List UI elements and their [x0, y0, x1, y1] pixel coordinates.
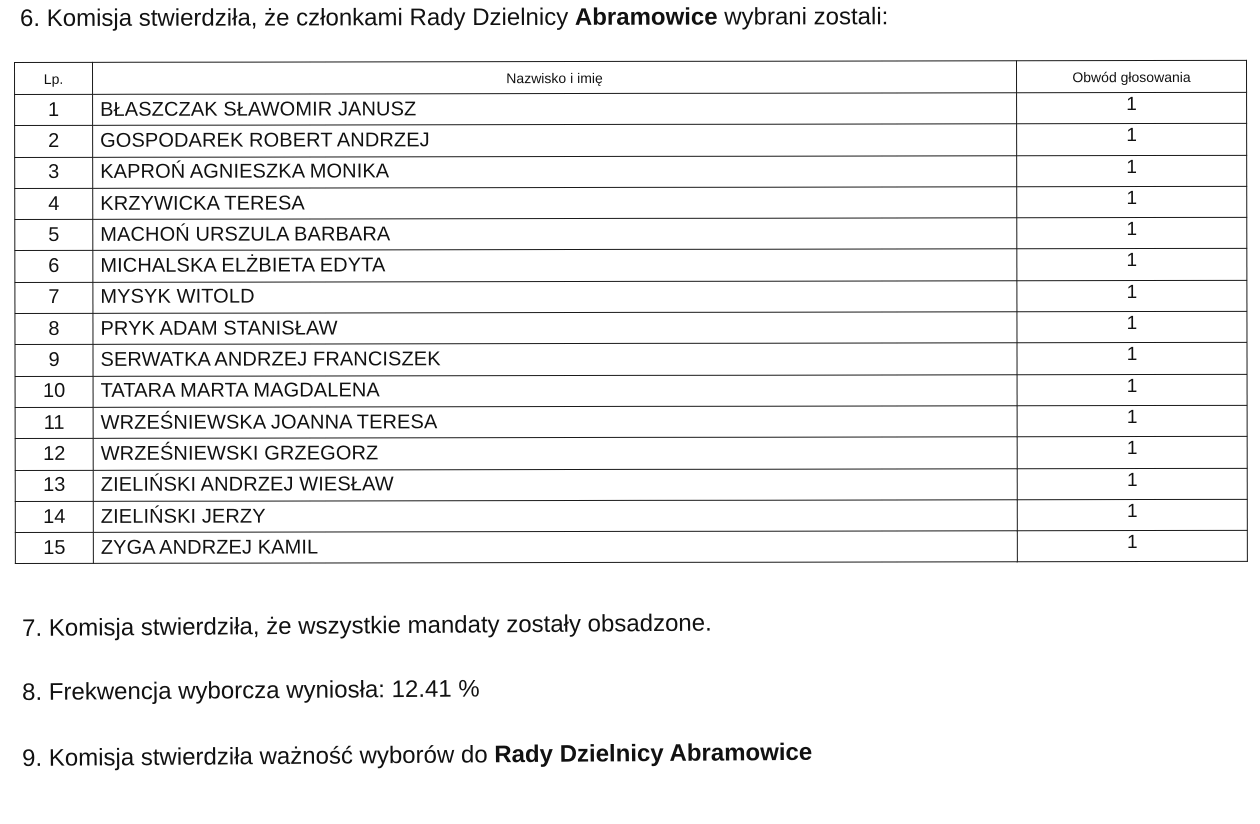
row-district: 1 [1017, 311, 1247, 343]
row-lp: 11 [15, 407, 93, 438]
row-district: 1 [1017, 405, 1247, 437]
row-name: SERWATKA ANDRZEJ FRANCISZEK [93, 343, 1017, 376]
members-table [14, 60, 1248, 565]
row-name: MICHALSKA ELŻBIETA EDYTA [93, 249, 1017, 282]
table-row [15, 280, 1247, 313]
table-row [15, 155, 1247, 188]
row-lp: 14 [15, 501, 93, 532]
table-row [15, 311, 1247, 344]
section-8-turnout: 8. Frekwencja wyborcza wyniosła: 12.41 % [22, 675, 480, 706]
row-lp: 6 [15, 251, 93, 282]
row-district: 1 [1017, 218, 1247, 250]
row-lp: 7 [15, 282, 93, 313]
table-row [15, 499, 1247, 532]
row-lp: 1 [15, 94, 93, 125]
row-district: 1 [1017, 468, 1247, 500]
section-7-text: 7. Komisja stwierdziła, że wszystkie mandaty zostały obsadzone. [22, 609, 712, 642]
row-name: WRZEŚNIEWSKI GRZEGORZ [93, 437, 1017, 470]
row-lp: 13 [15, 470, 93, 501]
row-district: 1 [1017, 374, 1247, 406]
table-row [15, 92, 1247, 125]
row-name: GOSPODAREK ROBERT ANDRZEJ [93, 124, 1017, 157]
row-name: WRZEŚNIEWSKA JOANNA TERESA [93, 406, 1017, 439]
row-district: 1 [1017, 499, 1247, 531]
header-lp: Lp. [15, 62, 93, 94]
table-header-row [15, 60, 1247, 94]
district-name: Abramowice [574, 3, 718, 31]
section-9-text [22, 738, 812, 774]
header-district: Obwód głosowania [1016, 60, 1246, 92]
table-row [15, 405, 1247, 438]
table-row [15, 218, 1247, 251]
table-row [15, 374, 1247, 407]
table-body [15, 92, 1248, 564]
row-name: TATARA MARTA MAGDALENA [93, 374, 1017, 407]
section-6-heading [20, 2, 888, 34]
section-6-suffix: wybrani zostali: [717, 3, 889, 31]
row-lp: 10 [15, 376, 93, 407]
table-row [15, 124, 1247, 157]
row-lp: 12 [15, 439, 93, 470]
row-name: ZIELIŃSKI ANDRZEJ WIESŁAW [93, 468, 1017, 501]
table-row [15, 531, 1247, 564]
row-district: 1 [1017, 531, 1247, 563]
row-lp: 8 [15, 313, 93, 344]
section-9-prefix: 9. Komisja stwierdziła ważność wyborów do [22, 741, 495, 772]
row-district: 1 [1017, 249, 1247, 281]
members-table-container [14, 60, 1247, 565]
table-row [15, 249, 1247, 282]
row-name: ZYGA ANDRZEJ KAMIL [93, 531, 1017, 564]
table-row [15, 186, 1247, 219]
table-row [15, 343, 1247, 376]
row-district: 1 [1017, 92, 1247, 124]
row-lp: 3 [15, 157, 93, 188]
row-name: MACHOŃ URSZULA BARBARA [93, 218, 1017, 251]
row-name: KAPROŃ AGNIESZKA MONIKA [93, 155, 1017, 188]
section-9-council-name: Rady Dzielnicy Abramowice [494, 738, 813, 769]
row-district: 1 [1017, 124, 1247, 156]
row-lp: 2 [15, 126, 93, 157]
row-name: BŁASZCZAK SŁAWOMIR JANUSZ [93, 93, 1017, 126]
row-name: ZIELIŃSKI JERZY [93, 500, 1017, 533]
row-name: MYSYK WITOLD [93, 281, 1017, 314]
header-name: Nazwisko i imię [93, 61, 1017, 95]
row-lp: 4 [15, 188, 93, 219]
row-district: 1 [1017, 280, 1247, 312]
row-district: 1 [1017, 186, 1247, 218]
row-lp: 15 [15, 533, 93, 564]
table-row [15, 437, 1247, 470]
row-district: 1 [1017, 437, 1247, 469]
row-name: PRYK ADAM STANISŁAW [93, 312, 1017, 345]
row-lp: 5 [15, 220, 93, 251]
row-district: 1 [1017, 155, 1247, 187]
row-district: 1 [1017, 343, 1247, 375]
row-lp: 9 [15, 345, 93, 376]
section-6-prefix: 6. Komisja stwierdziła, że członkami Rady Dzielnicy [20, 3, 575, 32]
row-name: KRZYWICKA TERESA [93, 187, 1017, 220]
table-row [15, 468, 1247, 501]
